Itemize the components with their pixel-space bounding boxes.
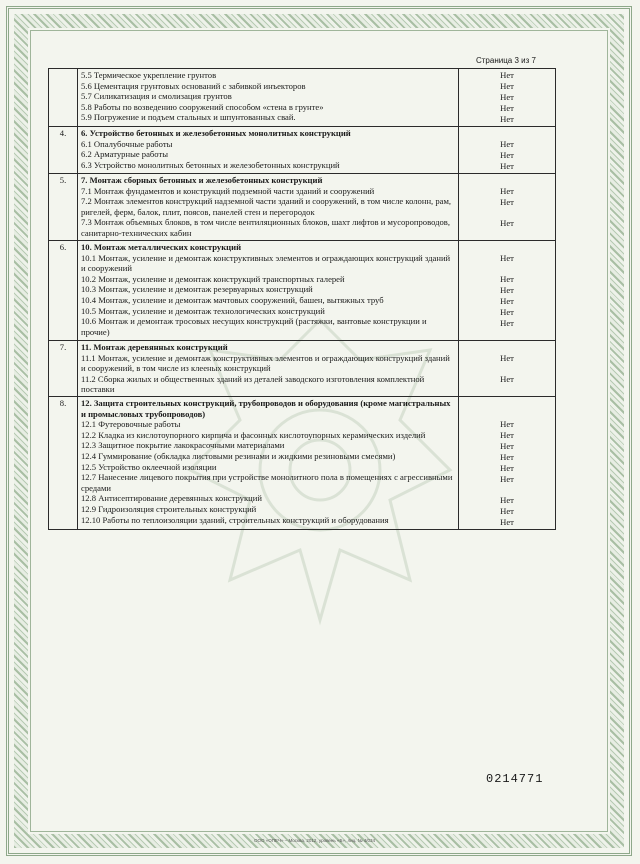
work-item: 6.2 Арматурные работы <box>81 149 169 160</box>
section-title: 11. Монтаж деревянных конструкций <box>81 342 228 352</box>
row-number: 4. <box>49 127 78 174</box>
work-item-value: Нет <box>500 70 514 80</box>
work-item-value: Нет <box>500 139 514 149</box>
work-item: 6.3 Устройство монолитных бетонных и железобетонных конструкций <box>81 159 340 170</box>
work-item-value: Нет <box>500 419 514 429</box>
page-number <box>476 56 536 65</box>
page-of-label: из <box>521 56 530 65</box>
work-item: 12.7 Нанесение лицевого покрытия при устройстве монолитного пола в помещениях с агрессивными средами <box>81 472 453 493</box>
work-item-value: Нет <box>500 353 514 363</box>
row-content <box>78 241 459 341</box>
work-item: 10.2 Монтаж, усиление и демонтаж конструкций транспортных галерей <box>81 273 345 284</box>
works-table <box>48 68 556 530</box>
row-content <box>78 341 459 397</box>
work-item: 12.4 Гуммирование (обкладка листовыми резинами и жидкими резиновыми смесями) <box>81 450 396 461</box>
work-item: 12.5 Устройство оклеечной изоляции <box>81 461 217 472</box>
row-values <box>459 69 556 127</box>
work-item-value: Нет <box>500 452 514 462</box>
work-item-value: Нет <box>500 318 514 328</box>
row-values <box>459 341 556 397</box>
work-item: 12.1 Футеровочные работы <box>81 419 181 430</box>
work-item-value: Нет <box>500 506 514 516</box>
row-values <box>459 127 556 174</box>
row-values <box>459 241 556 341</box>
table-row <box>49 174 556 241</box>
table-row <box>49 127 556 174</box>
row-values <box>459 174 556 241</box>
page-label: Страница <box>475 56 513 65</box>
work-item-value: Нет <box>500 517 514 527</box>
work-item-value: Нет <box>500 103 514 113</box>
work-item: 6.1 Опалубочные работы <box>81 138 173 149</box>
work-item: 5.9 Погружение и подъем стальных и шпунтованных свай. <box>81 112 296 123</box>
work-item-value: Нет <box>500 253 514 263</box>
serial-number: 0214771 <box>486 772 544 786</box>
work-item-value: Нет <box>500 114 514 124</box>
work-item-value: Нет <box>500 307 514 317</box>
work-item: 12.10 Работы по теплоизоляции зданий, строительных конструкций и оборудования <box>81 514 389 525</box>
work-item-value: Нет <box>500 463 514 473</box>
work-item-value: Нет <box>500 161 514 171</box>
work-item-value: Нет <box>500 274 514 284</box>
work-item: 5.8 Работы по возведению сооружений способом «стена в грунте» <box>81 101 324 112</box>
work-item-value: Нет <box>500 81 514 91</box>
row-content <box>78 174 459 241</box>
row-content <box>78 397 459 530</box>
work-item: 10.6 Монтаж и демонтаж тросовых несущих конструкций (растяжки, вантовые конструкции и прочие) <box>81 316 427 337</box>
row-content <box>78 69 459 127</box>
work-item: 12.2 Кладка из кислотоупорного кирпича и фасонных кислотоупорных керамических изделий <box>81 429 426 440</box>
work-item: 7.3 Монтаж объемных блоков, в том числе вентиляционных блоков, шахт лифтов и мусоропроводов, санитарно-технических кабин <box>81 217 451 238</box>
table-row <box>49 341 556 397</box>
work-item-value: Нет <box>500 495 514 505</box>
work-item: 5.6 Цементация грунтовых оснований с забивкой инъекторов <box>81 80 306 91</box>
section-title: 7. Монтаж сборных бетонных и железобетонных конструкций <box>81 175 323 185</box>
page-total: 7 <box>531 56 536 65</box>
work-item: 12.8 Антисептирование деревянных конструкций <box>81 493 262 504</box>
work-item-value: Нет <box>500 285 514 295</box>
work-item: 10.4 Монтаж, усиление и демонтаж мачтовых сооружений, башен, вытяжных труб <box>81 294 384 305</box>
work-item-value: Нет <box>500 474 514 484</box>
row-number: 6. <box>49 241 78 341</box>
work-item: 7.2 Монтаж элементов конструкций надземной части зданий и сооружений, в том числе колонн, рам, ригелей, ферм, балок, плит, поясов, панелей стен и перегородок <box>81 196 452 217</box>
work-item: 10.5 Монтаж, усиление и демонтаж технологических конструкций <box>81 305 325 316</box>
page-current: 3 <box>514 56 519 65</box>
work-item: 7.1 Монтаж фундаментов и конструкций подземной части зданий и сооружений <box>81 185 375 196</box>
work-item: 12.3 Защитное покрытие лакокрасочными материалами <box>81 440 285 451</box>
work-item-value: Нет <box>500 92 514 102</box>
work-item: 10.3 Монтаж, усиление и демонтаж резервуарных конструкций <box>81 284 313 295</box>
printer-imprint: ООО «ОПЕЧ» – Москва, 2012, уровень «Б», лиц. № 4/034 <box>254 838 376 843</box>
table-row <box>49 241 556 341</box>
work-item: 5.5 Термическое укрепление грунтов <box>81 70 217 80</box>
work-item: 12.9 Гидроизоляция строительных конструкций <box>81 503 257 514</box>
work-item-value: Нет <box>500 186 514 196</box>
row-number: 5. <box>49 174 78 241</box>
row-content <box>78 127 459 174</box>
work-item: 11.1 Монтаж, усиление и демонтаж конструктивных элементов и ограждающих конструкций зданий и сооружений, в том числе из клееных конструкций <box>81 352 450 374</box>
work-item-value: Нет <box>500 150 514 160</box>
table-row <box>49 69 556 127</box>
work-item-value: Нет <box>500 374 514 384</box>
work-item: 5.7 Силикатизация и смолизация грунтов <box>81 91 232 102</box>
work-item-value: Нет <box>500 197 514 207</box>
row-number: 8. <box>49 397 78 530</box>
row-number <box>49 69 78 127</box>
work-item-value: Нет <box>500 218 514 228</box>
row-values <box>459 397 556 530</box>
section-title: 12. Защита строительных конструкций, трубопроводов и оборудования (кроме магистральных и промысловых трубопроводов) <box>81 398 451 419</box>
work-item: 10.1 Монтаж, усиление и демонтаж конструктивных элементов и ограждающих конструкций зданий и сооружений <box>81 252 451 274</box>
section-title: 10. Монтаж металлических конструкций <box>81 242 242 252</box>
row-number: 7. <box>49 341 78 397</box>
work-item-value: Нет <box>500 296 514 306</box>
table-row <box>49 397 556 530</box>
work-item-value: Нет <box>500 441 514 451</box>
work-item: 11.2 Сборка жилых и общественных зданий из деталей заводского изготовления комплектной поставки <box>81 373 425 395</box>
work-item-value: Нет <box>500 430 514 440</box>
section-title: 6. Устройство бетонных и железобетонных монолитных конструкций <box>81 128 351 138</box>
